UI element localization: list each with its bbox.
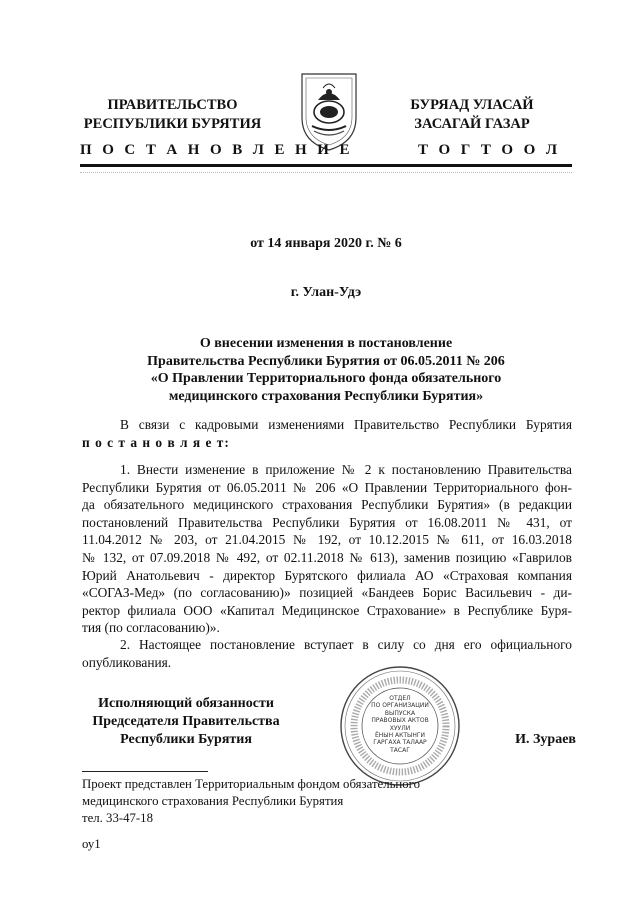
stamp-line-1: ОТДЕЛ xyxy=(389,695,411,702)
stamp-text xyxy=(362,695,438,754)
item-1-line-1: 1. Внести изменение в приложение № 2 к постановлению Правительства xyxy=(120,462,572,477)
item-2-line-1: 2. Настоящее постановление вступает в силу со дня его официального xyxy=(120,637,572,652)
footer-rule xyxy=(82,771,208,772)
item-1-line-6: № 132, от 07.09.2018 № 492, от 02.11.2018 № 613), заменив позицию «Гаврилов xyxy=(82,549,572,565)
signatory-line-2: Председателя Правительства xyxy=(92,714,280,729)
header-right xyxy=(382,96,562,134)
signatory-name: И. Зураев xyxy=(515,732,576,747)
header-right-line-2: ЗАСАГАЙ ГАЗАР xyxy=(414,116,530,132)
item-2 xyxy=(82,636,572,671)
item-1-line-9: ректор филиала ООО «Капитал Медицинское Страхование» в Республике Буря- xyxy=(82,602,572,618)
item-1-line-10: тия (по согласованию)». xyxy=(82,620,220,636)
preamble xyxy=(82,416,572,451)
official-stamp xyxy=(338,664,462,788)
item-1-line-2: Республики Бурятия от 06.05.2011 № 206 «О Правлении Территориального фон- xyxy=(82,479,572,495)
footer-line-2: медицинского страхования Республики Бурятия xyxy=(82,794,344,808)
coat-of-arms-emblem xyxy=(296,68,362,152)
city: г. Улан-Удэ xyxy=(290,285,362,300)
title-line-3: «О Правлении Территориального фонда обязательного xyxy=(150,371,502,386)
stamp-line-6: ЁНЫН АКТЫНГИ xyxy=(375,732,425,740)
header-right-line-1: БУРЯАД УЛАСАЙ xyxy=(410,97,534,113)
signatory-position xyxy=(80,695,292,749)
item-1-line-5: 11.04.2012 № 203, от 21.04.2015 № 192, от 10.12.2015 № 611, от 16.03.2018 xyxy=(82,532,572,548)
header-left xyxy=(80,96,265,134)
stamp-line-8: ТАСАГ xyxy=(390,746,410,754)
date-number: от 14 января 2020 г. № 6 xyxy=(250,236,402,251)
stamp-line-7: ГАРГАХА ТАЛААР xyxy=(373,739,427,747)
footer-code: оу1 xyxy=(82,837,101,851)
stamp-line-2: ПО ОРГАНИЗАЦИИ xyxy=(371,702,429,710)
document-title xyxy=(80,335,572,405)
stamp-line-5: ХУУЛИ xyxy=(389,724,411,732)
doc-type-buryat: Т О Г Т О О Л xyxy=(418,142,561,158)
title-line-4: медицинского страхования Республики Бурятия» xyxy=(168,388,484,404)
header-left-line-1: ПРАВИТЕЛЬСТВО xyxy=(107,97,238,113)
item-2-line-2: опубликования. xyxy=(82,654,172,670)
footer-line-1: Проект представлен Территориальным фондом обязательного xyxy=(82,777,421,791)
title-line-1: О внесении изменения в постановление xyxy=(199,336,453,351)
header-rule xyxy=(80,164,572,167)
item-1-line-7: Юрий Анатольевич - директор Бурятского филиала АО «Страховая компания xyxy=(82,567,572,583)
stamp-line-4: ПРАВОВЫХ АКТОВ xyxy=(371,717,429,725)
preamble-line-1: В связи с кадровыми изменениями Правительство Республики Бурятия xyxy=(120,417,572,432)
item-1-line-3: да обязательного медицинского страхования Республики Бурятия» (в редакции xyxy=(82,497,572,513)
footer-line-3: тел. 33-47-18 xyxy=(82,811,153,825)
stamp-line-3: ВЫПУСКА xyxy=(384,709,416,717)
header-left-line-2: РЕСПУБЛИКИ БУРЯТИЯ xyxy=(83,116,262,132)
footer-note xyxy=(82,776,420,827)
item-1-line-4: постановлений Правительства Республики Бурятия от 16.08.2011 № 431, от xyxy=(82,514,572,530)
item-1 xyxy=(82,461,572,637)
signatory-line-3: Республики Бурятия xyxy=(120,732,252,747)
item-1-line-8: «СОГАЗ-Мед» (по согласованию)» позицией «Бандеев Борис Васильевич - ди- xyxy=(82,585,572,601)
title-line-2: Правительства Республики Бурятия от 06.05.2011 № 206 xyxy=(147,353,505,369)
signatory-line-1: Исполняющий обязанности xyxy=(98,696,274,711)
decree-word: п о с т а н о в л я е т: xyxy=(82,434,230,450)
header-dotted-rule xyxy=(80,172,572,173)
doc-type-russian: П О С Т А Н О В Л Е Н И Е xyxy=(80,142,353,158)
